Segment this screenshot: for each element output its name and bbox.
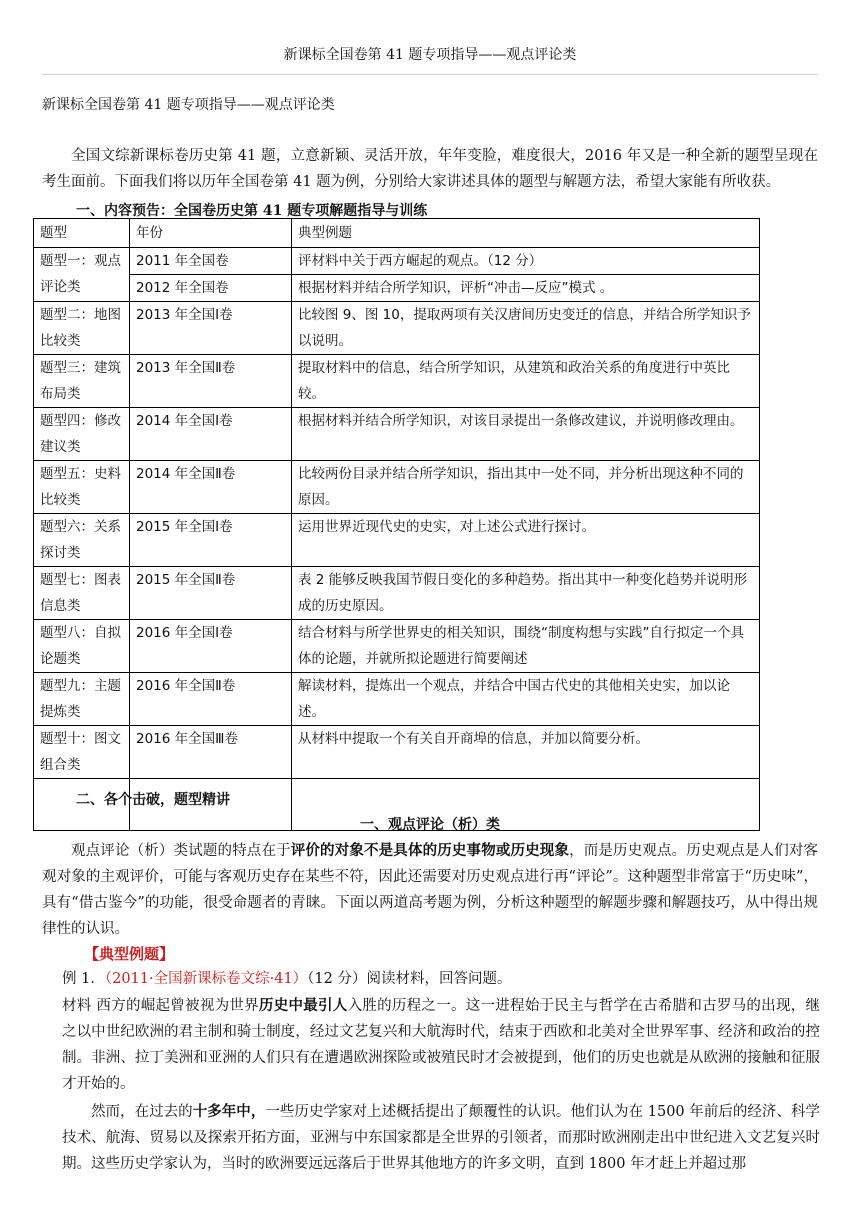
table-row bbox=[34, 408, 760, 461]
example-label: 【典型例题】 bbox=[84, 945, 175, 963]
intro-paragraph: 全国文综新课标卷历史第 41 题，立意新颖、灵活开放，年年变脸，难度很大，2016 年又是一种全新的题型呈现在考生面前。下面我们将以历年全国卷第 41 题为例，分别给大家讲述具体的题型与解题方法，希望大家能有所收获。 bbox=[42, 148, 818, 190]
year-cell: 2016 年全国Ⅲ卷 bbox=[130, 726, 292, 779]
year-cell: 2013 年全国Ⅱ卷 bbox=[130, 355, 292, 408]
definition-text: 观点评论（析）类试题的特点在于 bbox=[71, 843, 291, 859]
example-1-heading bbox=[62, 967, 511, 991]
example-cell: 解读材料，提炼出一个观点，并结合中国古代史的其他相关史实，加以论述。 bbox=[292, 673, 760, 726]
year-cell: 2013 年全国Ⅰ卷 bbox=[130, 302, 292, 355]
example-source: （2011·全国新课标卷文综·41） bbox=[104, 971, 308, 987]
material-paragraph bbox=[62, 1099, 820, 1177]
definition-text: ，而是历史观点。历史观点是人们对客观对象的主观评价，可能与客观历史存在某些不符，因此还需要对历史观点进行再“评论”。这种题型非常富于“历史味”，具有“借古鉴今”的功能，很受命题者的青睐。下面以两道高考题为例，分析这种题型的解题步骤和解题技巧，从中得出规律性的认识。 bbox=[42, 843, 819, 937]
example-cell: 比较两份目录并结合所学知识，指出其中一处不同，并分析出现这种不同的原因。 bbox=[292, 461, 760, 514]
table-row bbox=[34, 514, 760, 567]
definition-emphasis: 评价的对象不是具体的历史事物或历史现象 bbox=[290, 842, 570, 859]
table-row bbox=[34, 726, 760, 779]
year-cell: 2015 年全国Ⅱ卷 bbox=[130, 567, 292, 620]
type-cell: 题型一：观点评论类 bbox=[34, 248, 130, 302]
material-emphasis: 历史中最引人 bbox=[258, 997, 348, 1014]
material-paragraph bbox=[62, 993, 820, 1097]
year-cell: 2016 年全国Ⅱ卷 bbox=[130, 673, 292, 726]
type-cell: 题型十：图文组合类 bbox=[34, 726, 130, 779]
header-divider bbox=[42, 74, 818, 75]
section-heading-preview: 一、内容预告：全国卷历史第 41 题专项解题指导与训练 bbox=[76, 203, 428, 219]
type-cell: 题型三：建筑布局类 bbox=[34, 355, 130, 408]
type-cell: 题型八：自拟论题类 bbox=[34, 620, 130, 673]
section-heading-viewpoint: 一、观点评论（析）类 bbox=[360, 817, 500, 833]
example-cell: 比较图 9、图 10，提取两项有关汉唐间历史变迁的信息，并结合所学知识予以说明。 bbox=[292, 302, 760, 355]
table-row bbox=[34, 620, 760, 673]
table-row bbox=[34, 275, 760, 302]
example-number: 例 1． bbox=[62, 971, 105, 987]
example-cell: 提取材料中的信息，结合所学知识，从建筑和政治关系的角度进行中英比较。 bbox=[292, 355, 760, 408]
table-header-row bbox=[34, 219, 760, 248]
material-text: 一些历史学家对上述概括提出了颠覆性的认识。他们认为在 1500 年前后的经济、科学技术、航海、贸易以及探索开拓方面，亚洲与中东国家都是全世界的引领者，而那时欧洲刚走出中世纪进入文艺复兴时期。这些历史学家认为，当时的欧洲要远远落后于世界其他地方的许多文明，直到 1800 年才赶上并超过那 bbox=[62, 1104, 821, 1172]
year-cell: 2015 年全国Ⅰ卷 bbox=[130, 514, 292, 567]
table-row bbox=[34, 355, 760, 408]
example-cell: 运用世界近现代史的史实，对上述公式进行探讨。 bbox=[292, 514, 760, 567]
table-row bbox=[34, 567, 760, 620]
material-text: 材料 西方的崛起曾被视为世界 bbox=[62, 998, 259, 1014]
example-cell: 从材料中提取一个有关自开商埠的信息，并加以简要分析。 bbox=[292, 726, 760, 779]
example-cell: 结合材料与所学世界史的相关知识，围绕“制度构想与实践”自行拟定一个具体的论题，并就所拟论题进行简要阐述 bbox=[292, 620, 760, 673]
year-cell: 2014 年全国Ⅱ卷 bbox=[130, 461, 292, 514]
material-text: 入胜的历程之一。这一进程始于民主与哲学在古希腊和古罗马的出现，继之以中世纪欧洲的君主制和骑士制度，经过文艺复兴和大航海时代，结束于西欧和北美对全世界军事、经济和政治的控制。非洲、拉丁美洲和亚洲的人们只有在遭遇欧洲探险或被殖民时才会被提到，他们的历史也就是从欧洲的接触和征服才开始的。 bbox=[62, 998, 821, 1092]
material-text: 然而，在过去的 bbox=[91, 1104, 193, 1120]
running-header: 新课标全国卷第 41 题专项指导——观点评论类 bbox=[283, 47, 577, 63]
example-cell: 根据材料并结合所学知识，评析“冲击—反应”模式 。 bbox=[292, 275, 760, 302]
year-cell: 2011 年全国卷 bbox=[130, 248, 292, 275]
material-emphasis: 十多年中， bbox=[192, 1103, 266, 1120]
table-header-cell: 年份 bbox=[130, 219, 292, 248]
example-cell: 表 2 能够反映我国节假日变化的多种趋势。指出其中一种变化趋势并说明形成的历史原因。 bbox=[292, 567, 760, 620]
table-row bbox=[34, 248, 760, 275]
table-header-cell: 题型 bbox=[34, 219, 130, 248]
section-heading-breakdown: 二、各个击破，题型精讲 bbox=[76, 792, 230, 808]
type-cell: 题型二：地图比较类 bbox=[34, 302, 130, 355]
table-row bbox=[34, 461, 760, 514]
question-type-table bbox=[33, 218, 760, 831]
year-cell: 2012 年全国卷 bbox=[130, 275, 292, 302]
table-row bbox=[34, 673, 760, 726]
type-cell: 题型七：图表信息类 bbox=[34, 567, 130, 620]
table-row bbox=[34, 302, 760, 355]
year-cell: 2016 年全国Ⅰ卷 bbox=[130, 620, 292, 673]
type-cell: 题型五：史料比较类 bbox=[34, 461, 130, 514]
example-instruction: （12 分）阅读材料，回答问题。 bbox=[307, 971, 512, 987]
table-header-cell: 典型例题 bbox=[292, 219, 760, 248]
type-cell: 题型四：修改建议类 bbox=[34, 408, 130, 461]
type-cell: 题型六：关系探讨类 bbox=[34, 514, 130, 567]
example-cell: 评材料中关于西方崛起的观点。（12 分） bbox=[292, 248, 760, 275]
year-cell: 2014 年全国Ⅰ卷 bbox=[130, 408, 292, 461]
example-cell: 根据材料并结合所学知识，对该目录提出一条修改建议，并说明修改理由。 bbox=[292, 408, 760, 461]
type-cell: 题型九：主题提炼类 bbox=[34, 673, 130, 726]
definition-paragraph bbox=[42, 838, 818, 942]
document-title: 新课标全国卷第 41 题专项指导——观点评论类 bbox=[42, 97, 335, 113]
